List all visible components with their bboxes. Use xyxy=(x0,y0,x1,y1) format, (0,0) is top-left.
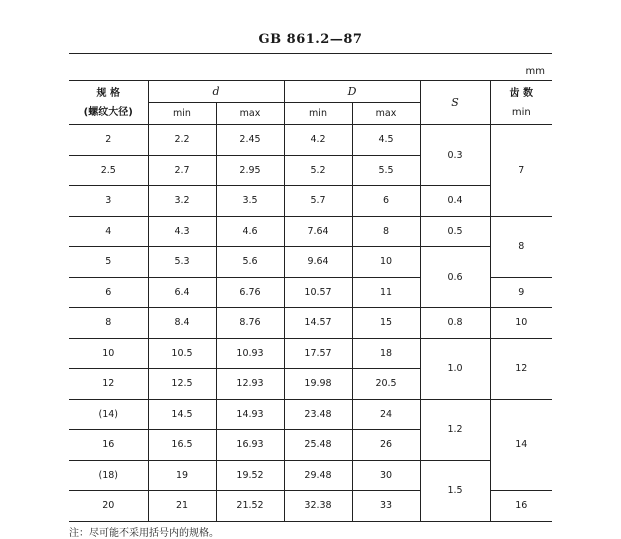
cell-D-min: 9.64 xyxy=(284,247,352,278)
header-d: d xyxy=(148,81,284,103)
cell-d-min: 10.5 xyxy=(148,338,216,369)
cell-s: 0.8 xyxy=(420,308,490,339)
cell-d-max: 6.76 xyxy=(216,277,284,308)
cell-spec: 4 xyxy=(69,216,148,247)
cell-d-min: 12.5 xyxy=(148,369,216,400)
table-row xyxy=(69,399,552,430)
cell-spec: (14) xyxy=(69,399,148,430)
spec-table xyxy=(69,80,552,522)
unit-label: mm xyxy=(525,66,545,77)
cell-d-max: 2.95 xyxy=(216,155,284,186)
cell-d-max: 19.52 xyxy=(216,460,284,491)
header-teeth-line1: 齿 数 xyxy=(509,87,534,99)
cell-d-min: 14.5 xyxy=(148,399,216,430)
cell-spec: 5 xyxy=(69,247,148,278)
cell-teeth: 14 xyxy=(490,399,552,491)
table-row xyxy=(69,216,552,247)
cell-teeth: 9 xyxy=(490,277,552,308)
cell-s: 0.3 xyxy=(420,125,490,186)
cell-s: 0.5 xyxy=(420,216,490,247)
cell-d-max: 2.45 xyxy=(216,125,284,156)
cell-d-min: 2.2 xyxy=(148,125,216,156)
cell-d-max: 14.93 xyxy=(216,399,284,430)
cell-d-min: 16.5 xyxy=(148,430,216,461)
cell-D-min: 19.98 xyxy=(284,369,352,400)
table-row xyxy=(69,125,552,156)
cell-D-max: 15 xyxy=(352,308,420,339)
header-d-min: min xyxy=(148,103,216,125)
cell-spec: (18) xyxy=(69,460,148,491)
cell-spec: 20 xyxy=(69,491,148,522)
cell-D-max: 20.5 xyxy=(352,369,420,400)
cell-d-min: 19 xyxy=(148,460,216,491)
cell-d-max: 16.93 xyxy=(216,430,284,461)
cell-d-max: 8.76 xyxy=(216,308,284,339)
cell-teeth: 12 xyxy=(490,338,552,399)
cell-D-min: 23.48 xyxy=(284,399,352,430)
cell-D-min: 5.7 xyxy=(284,186,352,217)
cell-teeth: 7 xyxy=(490,125,552,217)
cell-D-max: 4.5 xyxy=(352,125,420,156)
cell-D-max: 10 xyxy=(352,247,420,278)
cell-d-min: 5.3 xyxy=(148,247,216,278)
cell-D-min: 4.2 xyxy=(284,125,352,156)
cell-teeth: 16 xyxy=(490,491,552,522)
cell-spec: 2 xyxy=(69,125,148,156)
cell-d-max: 3.5 xyxy=(216,186,284,217)
cell-spec: 6 xyxy=(69,277,148,308)
cell-d-max: 12.93 xyxy=(216,369,284,400)
header-D-max: max xyxy=(352,103,420,125)
cell-D-max: 6 xyxy=(352,186,420,217)
cell-s: 1.5 xyxy=(420,460,490,521)
footnote: 注：尽可能不采用括号内的规格。 xyxy=(69,528,219,539)
table-header xyxy=(69,81,552,125)
cell-s: 1.0 xyxy=(420,338,490,399)
cell-D-min: 17.57 xyxy=(284,338,352,369)
header-teeth-line2: min xyxy=(511,106,531,118)
cell-spec: 10 xyxy=(69,338,148,369)
cell-D-max: 5.5 xyxy=(352,155,420,186)
cell-D-min: 5.2 xyxy=(284,155,352,186)
cell-s: 1.2 xyxy=(420,399,490,460)
cell-teeth: 10 xyxy=(490,308,552,339)
header-teeth xyxy=(490,81,552,125)
cell-s: 0.6 xyxy=(420,247,490,308)
cell-D-min: 29.48 xyxy=(284,460,352,491)
cell-D-min: 32.38 xyxy=(284,491,352,522)
cell-D-max: 24 xyxy=(352,399,420,430)
table-body xyxy=(69,125,552,522)
cell-d-min: 4.3 xyxy=(148,216,216,247)
cell-d-min: 6.4 xyxy=(148,277,216,308)
cell-d-max: 21.52 xyxy=(216,491,284,522)
page-title: GB 861.2—87 xyxy=(258,32,363,47)
cell-D-max: 18 xyxy=(352,338,420,369)
cell-d-min: 2.7 xyxy=(148,155,216,186)
cell-spec: 16 xyxy=(69,430,148,461)
header-spec-line2: (螺纹大径) xyxy=(83,106,133,118)
header-spec-line1: 规 格 xyxy=(96,87,120,99)
table-row xyxy=(69,247,552,278)
cell-teeth: 8 xyxy=(490,216,552,277)
table-row xyxy=(69,338,552,369)
cell-D-max: 8 xyxy=(352,216,420,247)
cell-spec: 8 xyxy=(69,308,148,339)
cell-spec: 3 xyxy=(69,186,148,217)
header-S: S xyxy=(420,81,490,125)
cell-d-min: 3.2 xyxy=(148,186,216,217)
cell-D-min: 10.57 xyxy=(284,277,352,308)
cell-D-max: 11 xyxy=(352,277,420,308)
cell-d-max: 10.93 xyxy=(216,338,284,369)
header-D-min: min xyxy=(284,103,352,125)
cell-D-max: 26 xyxy=(352,430,420,461)
cell-D-min: 7.64 xyxy=(284,216,352,247)
cell-d-min: 21 xyxy=(148,491,216,522)
cell-d-min: 8.4 xyxy=(148,308,216,339)
cell-spec: 12 xyxy=(69,369,148,400)
cell-d-max: 5.6 xyxy=(216,247,284,278)
cell-D-min: 25.48 xyxy=(284,430,352,461)
cell-D-max: 30 xyxy=(352,460,420,491)
table-row xyxy=(69,460,552,491)
title-rule xyxy=(69,53,552,54)
cell-D-max: 33 xyxy=(352,491,420,522)
cell-spec: 2.5 xyxy=(69,155,148,186)
cell-D-min: 14.57 xyxy=(284,308,352,339)
table-row xyxy=(69,308,552,339)
cell-d-max: 4.6 xyxy=(216,216,284,247)
header-spec xyxy=(69,81,148,125)
header-d-max: max xyxy=(216,103,284,125)
header-D: D xyxy=(284,81,420,103)
cell-s: 0.4 xyxy=(420,186,490,217)
table-row xyxy=(69,186,552,217)
